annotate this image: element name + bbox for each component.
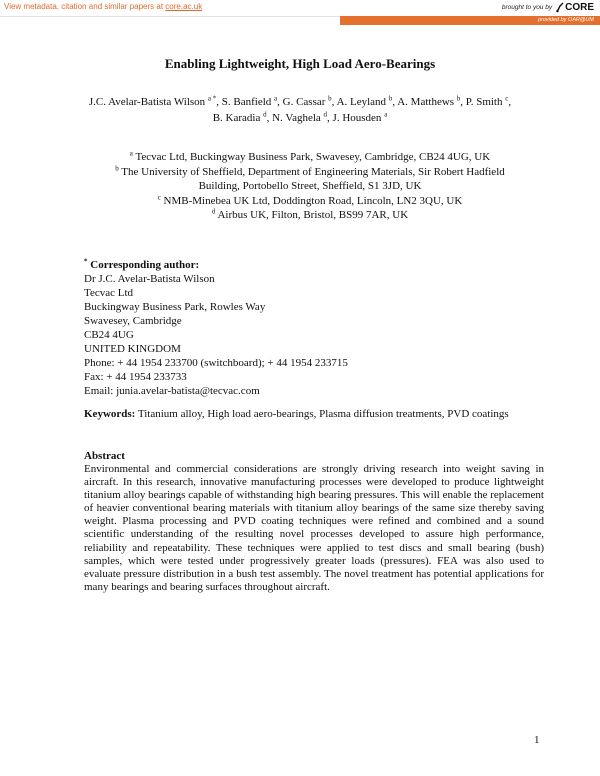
author-list: J.C. Avelar-Batista Wilson $^{a *}$, S. Banfield $^a$, G. Cassar $^b$, A. Leyland $^b$, A. Matthews $^b$, P. Smith $^c$, B. Karadia $^d$, N. Vaghela $^d$, J. Housden $^a$ — [88, 94, 512, 124]
affiliation: $^c$ NMB-Minebea UK Ltd, Doddington Road, Lincoln, LN2 3QU, UK — [157, 192, 463, 207]
author: P. Smith $^c$ — [465, 94, 509, 108]
keywords — [84, 408, 544, 420]
brought-by-text: brought to you by — [501, 4, 553, 11]
affiliation: $^d$ Airbus UK, Filton, Bristol, BS99 7AR, UK — [211, 207, 409, 221]
core-banner — [0, 0, 600, 26]
contact-phone: Phone: + 44 1954 233700 (switchboard); + 44 1954 233715 — [84, 357, 348, 369]
contact-line: Swavesey, Cambridge — [84, 315, 182, 327]
core-top-bar — [0, 0, 600, 17]
corresponding-author-block — [84, 258, 524, 398]
affiliation-continuation: Building, Portobello Street, Sheffield, S1 3JD, UK — [198, 180, 422, 192]
contact-fax: Fax: + 44 1954 233733 — [84, 371, 187, 383]
author: G. Cassar $^b$ — [282, 94, 332, 108]
author: A. Leyland $^b$ — [336, 94, 393, 108]
author: S. Banfield $^a$ — [221, 94, 278, 108]
author: B. Karadia $^d$ — [212, 110, 267, 124]
contact-line: Dr J.C. Avelar-Batista Wilson — [84, 273, 215, 285]
provided-by-strip — [340, 16, 600, 25]
abstract-heading: Abstract — [84, 450, 125, 462]
author: A. Matthews $^b$ — [397, 94, 461, 108]
affiliation-list — [110, 150, 510, 223]
keywords-label: Keywords: — [84, 408, 136, 420]
affiliation: $^b$ The University of Sheffield, Department of Engineering Materials, Sir Robert Hadfield — [115, 163, 505, 178]
core-logo-text: CORE — [565, 2, 594, 13]
core-attribution — [502, 2, 594, 13]
paper-title: Enabling Lightweight, High Load Aero-Bearings — [164, 56, 436, 71]
contact-line: CB24 4UG — [84, 329, 134, 341]
core-ac-uk-link[interactable]: core.ac.uk — [165, 2, 203, 11]
author: J. Housden $^a$ — [332, 110, 388, 124]
keywords-text: Titanium alloy, High load aero-bearings, Plasma diffusion treatments, PVD coatings — [137, 408, 509, 420]
abstract-text: Environmental and commercial considerations are strongly driving research into weight saving in aircraft. In this research, innovative manufacturing processes were developed to produce lightweight titanium alloy bearings capable of withstanding high bearing pressures. This will enable the replacement of heavier conventional bearing materials with titanium alloy bearings of the same size thereby saving weight. Plasma processing and PVD coating techniques were refined and combined and a sound scientific understanding of the resulting novel processes developed to assure high performance, reliability and repeatability. These techniques were applied to test discs and small bearing (bush) samples, which were tested under progressively greater loads (pressures). FEA was also used to evaluate pressure distribution in a bush test assembly. The novel treatment has potential applications for many bearings and bearing surfaces throughout aircraft. — [84, 463, 544, 593]
metadata-link[interactable] — [4, 2, 202, 11]
page-number: 1 — [534, 734, 540, 746]
provided-by-text: provided by OAR@UM — [537, 17, 594, 23]
core-logo-icon — [555, 2, 564, 13]
corresponding-author-heading: * Corresponding author: — [84, 257, 200, 271]
core-logo-link[interactable] — [555, 2, 594, 13]
contact-line: Tecvac Ltd — [84, 287, 134, 299]
contact-line: Buckingway Business Park, Rowles Way — [84, 301, 266, 313]
contact-email: Email: junia.avelar-batista@tecvac.com — [84, 385, 260, 397]
metadata-text: View metadata, citation and similar papers at — [4, 2, 164, 11]
author: J.C. Avelar-Batista Wilson $^{a *}$ — [88, 94, 217, 108]
affiliation: $^a$ Tecvac Ltd, Buckingway Business Park, Swavesey, Cambridge, CB24 4UG, UK — [129, 149, 491, 163]
contact-line: UNITED KINGDOM — [84, 343, 181, 355]
author: N. Vaghela $^d$ — [272, 110, 328, 124]
